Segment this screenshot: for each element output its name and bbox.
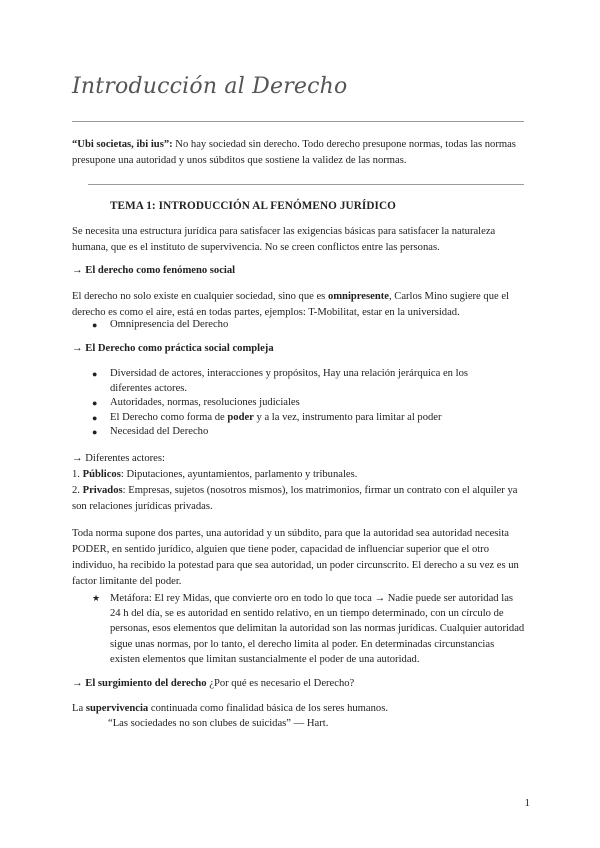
bullet-icon: ● [92,369,98,379]
list-item-text: Necesidad del Derecho [110,426,209,437]
chapter-heading: TEMA 1: INTRODUCCIÓN AL FENÓMENO JURÍDICO [110,200,396,212]
section-heading-2 [72,343,274,354]
intro-text: No hay sociedad sin derecho. Todo derecho presupone normas, todas las normas presupone una autoridad y unos súbditos que sostiene la validez de las normas. [72,139,516,166]
bold-text: omnipresente [327,291,389,302]
title-divider [72,121,524,122]
text: La [72,703,86,714]
intro-lead: “Ubi societas, ibi ius”: [72,139,173,150]
section-1-list [85,318,525,333]
section-2-list [85,367,505,440]
list-item [85,411,505,426]
text: , Carlos Mino sugiere que el derecho es como el aire, está en todas partes, ejemplos: T-Mobilitat, estar en la universidad. [72,291,509,318]
list-item-text: Metáfora: El rey Midas, que convierte oro en todo lo que toca → Nadie puede ser autoridad las 24 h del día, se es autoridad en sentido relativo, en un tiempo determinado, con un círculo de personas, esos elementos que delimitan la autoridad son las normas jurídicas. Cualquier autoridad sigue unas normas, por lo tanto, el derecho limita al poder. En determinadas circunstancias existen elementos que limitan sustancialmente el poder de una autoridad. [110,593,525,665]
bold-text: Públicos [82,469,121,480]
text: El Derecho como forma de [110,411,228,423]
arrow-icon: → [72,265,83,276]
section-title: El Derecho como práctica social compleja [85,343,274,354]
actors-item-private [72,483,532,515]
bullet-icon: ● [92,320,98,330]
paragraph-2: Toda norma supone dos partes, una autoridad y un súbdito, para que la autoridad sea autoridad necesita PODER, en sentido jurídico, alguien que tiene poder, capacidad de influenciar superior que el otro individuo, ha recibido la potestad para que sea autoridad, un poder circunscrito. El derecho a su vez es un factor limitante del poder. [72,528,519,587]
bullet-icon: ● [92,412,98,423]
star-icon: ★ [92,593,101,603]
bold-text: Privados [82,485,123,496]
actors-header: → Diferentes actores: [72,453,165,464]
bold-text: supervivencia [85,703,149,714]
bullet-icon: ● [92,398,98,408]
text: : Empresas, sujetos (nosotros mismos), los matrimonios, firmar un contrato con el alquiler ya son relaciones jurídicas privadas. [72,485,518,512]
list-item [85,591,525,667]
section-title: El derecho como fenómeno social [85,265,236,276]
list-item [85,396,505,411]
list-item-text: Diversidad de actores, interacciones y propósitos, Hay una relación jerárquica en los diferentes actores. [110,368,468,394]
section-divider [88,184,524,185]
page-title: Introducción al Derecho [72,74,348,99]
bullet-icon: ● [92,427,98,437]
list-item-text: Omnipresencia del Derecho [110,319,229,330]
page-number: 1 [524,797,530,809]
paragraph-1: Se necesita una estructura jurídica para satisfacer las exigencias básicas para satisfacer la naturaleza humana, que es el instituto de supervivencia. No se creen conflictos entre las personas. [72,226,496,253]
bold-text: poder [227,411,254,423]
metaphor-list [85,591,525,667]
arrow-icon: → [72,678,83,689]
list-item [85,425,505,440]
paragraph-3 [72,701,532,717]
text: : Diputaciones, ayuntamientos, parlamento y tribunales. [120,469,358,480]
quote: “Las sociedades no son clubes de suicidas” — Hart. [108,718,329,729]
actors-block [72,451,532,515]
section-heading-3 [72,676,354,692]
section-1-paragraph [72,289,532,321]
section-question: ¿Por qué es necesario el Derecho? [206,678,355,689]
intro-paragraph [72,137,532,169]
text: y a la vez, instrumento para limitar al poder [253,411,442,423]
item-number: 2. [72,485,83,496]
actors-item-public [72,467,532,483]
list-item-text: Autoridades, normas, resoluciones judiciales [110,397,300,408]
section-heading-1 [72,265,235,276]
text: El derecho no solo existe en cualquier sociedad, sino que es [72,291,328,302]
item-number: 1. [72,469,83,480]
section-title: El surgimiento del derecho [85,678,207,689]
text: continuada como finalidad básica de los seres humanos. [148,703,388,714]
arrow-icon: → [72,343,83,354]
list-item [85,367,505,396]
list-item [85,318,525,333]
